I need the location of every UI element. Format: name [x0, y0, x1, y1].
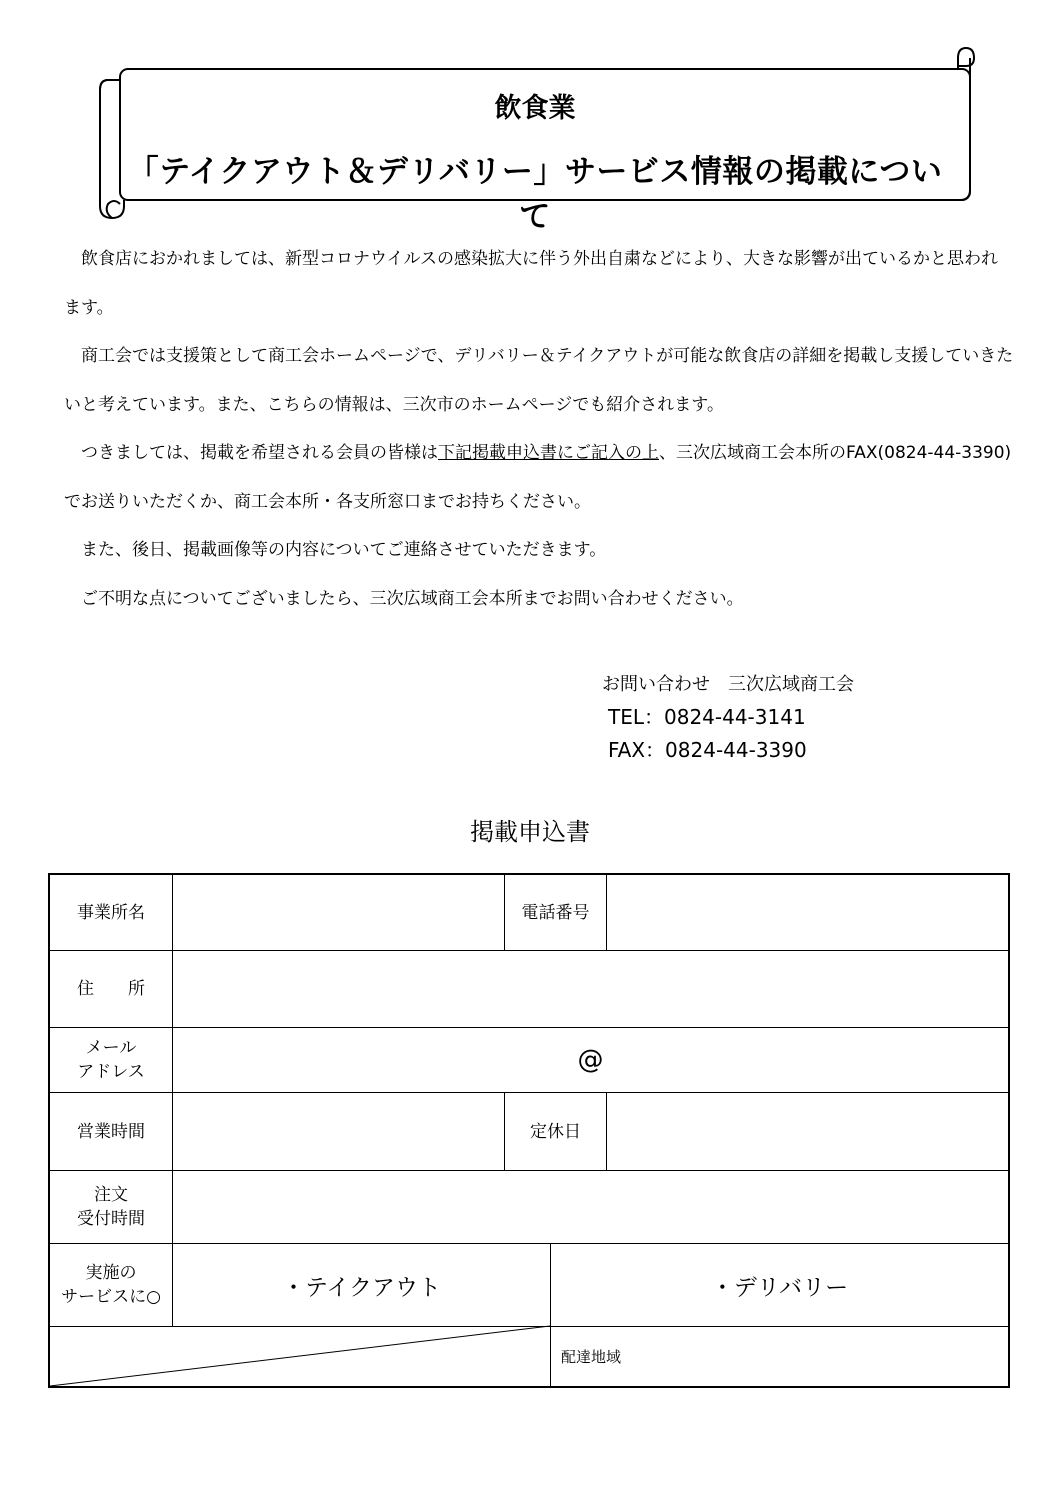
order-hours-label-line2: 受付時間 [77, 1209, 145, 1229]
contact-block [602, 668, 854, 767]
contact-tel: TEL：0824-44-3141 [608, 705, 806, 729]
service-label-line2: サービスに○ [61, 1287, 161, 1307]
delivery-area-label: 配達地域 [561, 1347, 622, 1366]
contact-org: お問い合わせ 三次広域商工会 [602, 674, 854, 695]
contact-fax: FAX：0824-44-3390 [608, 738, 807, 762]
order-hours-label-line1: 注文 [94, 1185, 128, 1205]
business-hours-label: 営業時間 [77, 1121, 145, 1142]
address-label: 住 所 [77, 979, 145, 999]
paragraph-impact: 飲食店におかれましては、新型コロナウイルスの感染拡大に伴う外出自粛などにより、大きな影響が出ているかと思われます。 [64, 249, 998, 318]
application-form-table [48, 873, 1010, 1388]
paragraph-followup: また、後日、掲載画像等の内容についてご連絡させていただきます。 [81, 540, 607, 560]
holiday-field[interactable] [607, 1093, 1008, 1170]
form-title: 掲載申込書 [470, 818, 590, 846]
banner-title-industry: 飲食業 [494, 93, 576, 124]
service-label-line1: 実施の [85, 1263, 137, 1283]
paragraph-inquiry: ご不明な点についてございましたら、三次広域商工会本所までお問い合わせください。 [81, 588, 744, 609]
email-label [50, 1028, 172, 1092]
paragraph-support: 商工会では支援策として商工会ホームページで、デリバリー＆テイクアウトが可能な飲食店の詳細を掲載し支援していきたいと考えています。また、こちらの情報は、三次市のホームページでも紹介されます。 [64, 346, 1014, 415]
apply-text-underlined: 下記掲載申込書にご記入の上 [438, 443, 659, 463]
email-field[interactable] [173, 1028, 1008, 1092]
address-field[interactable] [173, 951, 1008, 1027]
holiday-label: 定休日 [530, 1121, 581, 1142]
apply-text-before: つきましては、掲載を希望される会員の皆様は [81, 443, 438, 463]
apply-text-after: 、三次広域商工会本所のFAX(0824-44-3390)でお送りいただくか、商工会本所・各支所窓口までお持ちください。 [64, 443, 1012, 512]
business-name-field[interactable] [173, 875, 504, 950]
business-name-label: 事業所名 [77, 902, 145, 923]
delivery-option[interactable]: ・デリバリー [710, 1274, 849, 1301]
blank-crossed-cell [50, 1327, 550, 1386]
phone-field[interactable] [607, 875, 1008, 950]
email-label-line2: アドレス [77, 1062, 145, 1082]
phone-label: 電話番号 [521, 902, 590, 923]
banner-title-main: 「テイクアウト＆デリバリー」サービス情報の掲載について [127, 154, 943, 235]
business-hours-field[interactable] [173, 1093, 504, 1170]
order-hours-field[interactable] [173, 1171, 1008, 1243]
paragraph-apply [64, 429, 1014, 526]
takeout-option[interactable]: ・テイクアウト [282, 1274, 441, 1301]
email-label-line1: メール [85, 1038, 137, 1058]
email-at-sign: @ [577, 1045, 604, 1075]
delivery-area-field[interactable] [551, 1327, 1008, 1386]
service-label [50, 1244, 172, 1326]
intro-body [64, 235, 1014, 623]
order-hours-label [50, 1171, 172, 1243]
